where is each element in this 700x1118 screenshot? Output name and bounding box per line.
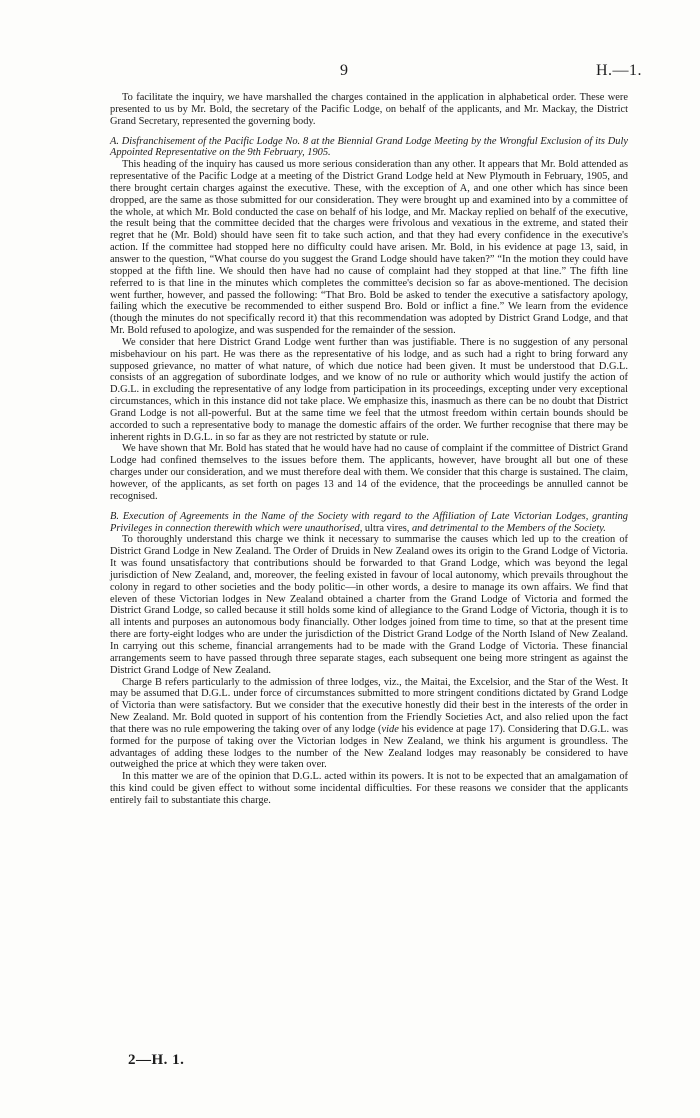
section-b-heading-italic-end: and detrimental to the Members of the Society. [411, 522, 606, 534]
section-a-heading [110, 136, 628, 160]
section-b-paragraph-3: In this matter we are of the opinion that D.G.L. acted within its powers. It is not to be expected that an amalgamation of this kind could be given effect to without some incidental difficulties. For these reasons we consider that the applicants entirely fail to substantiate this charge. [110, 771, 628, 806]
section-b-paragraph-2 [110, 677, 628, 772]
page-number: 9 [340, 62, 348, 79]
section-b-paragraph-2-pre: Charge B refers particularly to the admission of three lodges, viz., the Maitai, the Excelsior, and the Star of the West. It may be assumed that D.G.L. under force of circumstances submitted to more stringent conditions dictated by Grand Lodge of Victoria than were satisfactory. But we consider that the executive honestly did their best in the interests of the order in New Zealand. Mr. Bold quoted in support of his contention from the Friendly Societies Act, and also relied upon the fact that there was no rule empowering the taking over of any lodge ( [110, 676, 628, 735]
section-b-paragraph-1: To thoroughly understand this charge we think it necessary to summarise the causes which led up to the creation of District Grand Lodge in New Zealand. The Order of Druids in New Zealand owes its origin to the Grand Lodge of Victoria. It was found unsatisfactory that contributions should be forwarded to that Grand Lodge, which was beyond the legal jurisdiction of New Zealand, and, moreover, the feeling existed in favour of local autonomy, which prevails throughout the colony in regard to other societies and the body politic—in other words, a desire to manage its own affairs. We find that eleven of these Victorian lodges in New Zealand obtained a charter from the Grand Lodge of Victoria and formed the District Grand Lodge, so called because it still holds some kind of allegiance to the Grand Lodge of Victoria, though it is to all intents and purposes an autonomous body financially. Other lodges joined from time to time, so that at the present time there are forty-eight lodges who are under the jurisdiction of the District Grand Lodge of the North Island of New Zealand. In carrying out this scheme, financial arrangements had to be made with the Grand Lodge of Victoria. These financial arrangements seem to have passed through three separate stages, each subsequent one being more stringent as against the District Grand Lodge of New Zealand. [110, 534, 628, 676]
section-b-paragraph-2-post: his evidence at page 17). Considering that D.G.L. was formed for the purpose of taking over the Victorian lodges in New Zealand, we think his argument is groundless. The advantages of adding these lodges to the number of the New Zealand lodges may reasonably be considered to have outweighed the price at which they were taken over. [110, 723, 629, 771]
vide-word: vide [381, 723, 399, 735]
intro-paragraph: To facilitate the inquiry, we have marshalled the charges contained in the application in alphabetical order. These were presented to us by Mr. Bold, the secretary of the Pacific Lodge, on behalf of the applicants, and Mr. Mackay, the District Grand Secretary, represented the governing body. [110, 92, 628, 127]
section-b-heading-italic: B. Execution of Agreements in the Name of the Society with regard to the Affiliation of Late Victorian Lodges, granting Privileges in connection therewith which were unauthorised, [110, 510, 628, 534]
section-b-heading [110, 511, 628, 535]
section-a-paragraph-2: We consider that here District Grand Lodge went further than was justifiable. There is no suggestion of any personal misbehaviour on his part. He was there as the representative of his lodge, and as such had a right to bring forward any supposed grievance, no matter of what nature, of which due notice had been given. It must be understood that D.G.L. consists of an aggregation of subordinate lodges, and we know of no rule or authority which would justify the action of D.G.L. in excluding the representative of any lodge from participation in its proceedings, excepting under very exceptional circumstances, which in this instance did not take place. We emphasize this, inasmuch as there can be no doubt that District Grand Lodge is not all-powerful. But at the same time we feel that the utmost freedom within certain bounds should be accorded to such a representative body to manage the domestic affairs of the order. We further recognise that there may be inherent rights in D.G.L. in so far as they are not restricted by statute or rule. [110, 336, 628, 443]
document-body [110, 92, 628, 807]
section-a-heading-text: A. Disfranchisement of the Pacific Lodge No. 8 at the Biennial Grand Lodge Meeting by the Wrongful Exclusion of its Duly Appointed Representative on the 9th February, 1905. [110, 135, 628, 159]
signature-mark: 2—H. 1. [128, 1052, 185, 1068]
paper-reference: H.—1. [595, 62, 642, 79]
section-a-paragraph-3: We have shown that Mr. Bold has stated that he would have had no cause of complaint if the committee of District Grand Lodge had confined themselves to the issues before them. The applicants, however, have brought all but one of these charges under our consideration, and we must therefore deal with them. We consider that this charge is sustained. The claim, however, of the applicants, as set forth on pages 13 and 14 of the evidence, that the proceedings be annulled cannot be recognised. [110, 443, 628, 502]
section-a-paragraph-1: This heading of the inquiry has caused us more serious consideration than any other. It appears that Mr. Bold attended as representative of the Pacific Lodge at a meeting of the District Grand Lodge held at New Plymouth in February, 1905, and there brought certain charges against the executive. These, with the exception of A, and one other which has since been dropped, are the same as those submitted for our consideration. They were brought up and examined into by a committee of the whole, at which Mr. Bold conducted the case on behalf of his lodge, and Mr. Mackay replied on behalf of the executive, the result being that the committee decided that the charges were frivolous and vexatious in the extreme, and stated their regret that he (Mr. Bold) should have seen fit to take such action, and that they had every confidence in the executive's action. If the committee had stopped here no difficulty could have arisen. Mr. Bold, in his evidence at page 13, said, in answer to the question, “What course do you suggest the Grand Lodge should have taken?” “In the motion they could have stopped at the fifth line. We should then have had no cause of complaint had they stopped at that line.” The fifth line referred to is that line in the minutes which completes the committee's decision so far as above-mentioned. The decision went further, however, and passed the following: “That Bro. Bold be asked to tender the executive a satisfactory apology, failing which the executive be recommended to either suspend Bro. Bold or inflict a fine.” We learn from the evidence (though the minutes do not specifically record it) that this recommendation was adopted by District Grand Lodge, and that Mr. Bold refused to apologize, and was suspended for the remainder of the session. [110, 159, 628, 337]
section-b-heading-roman: ultra vires, [362, 522, 412, 534]
